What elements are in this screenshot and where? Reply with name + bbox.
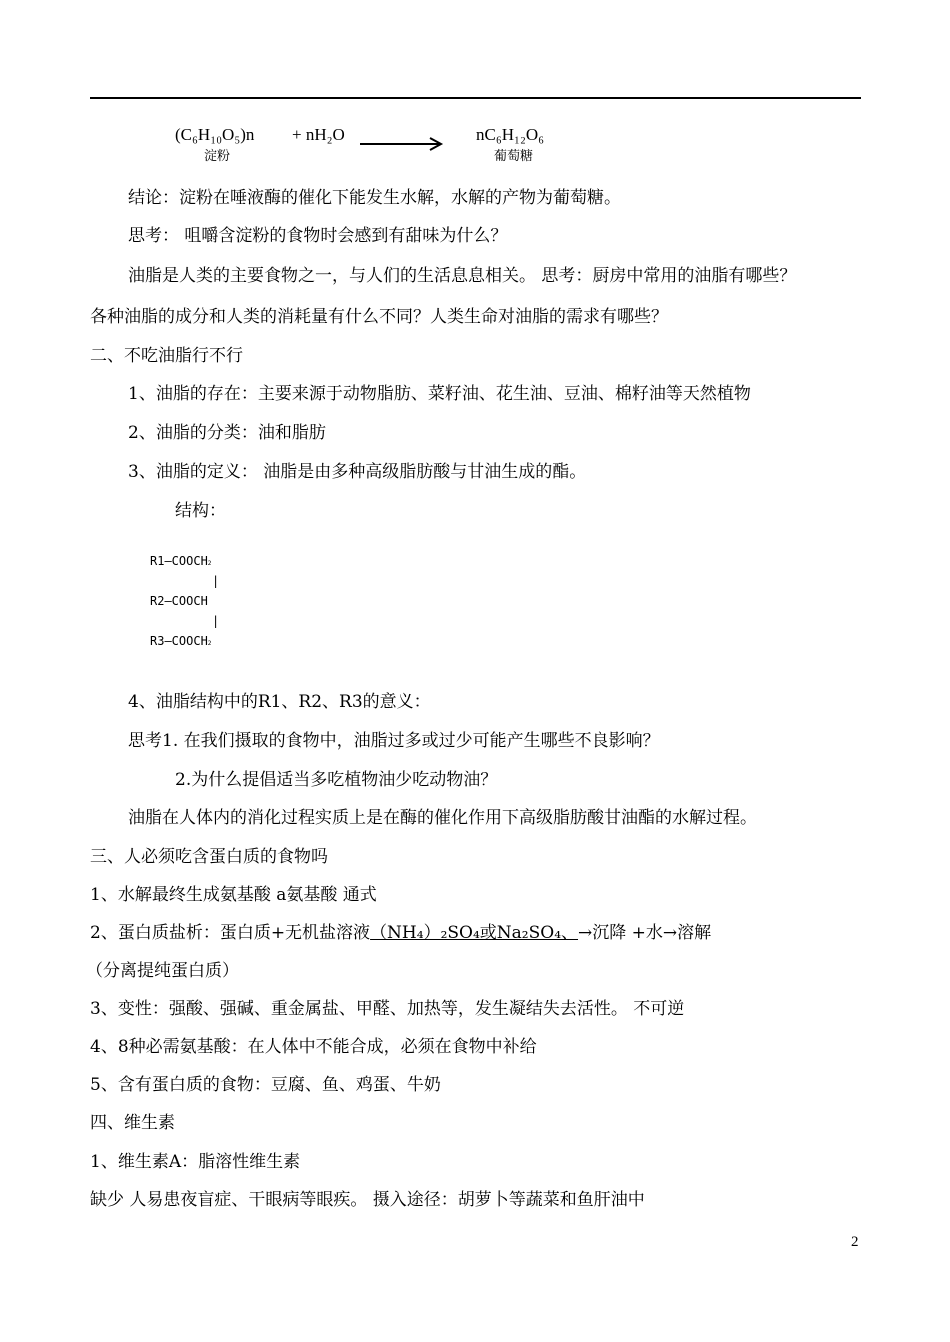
- fats-intro-continued: 各种油脂的成分和人类的消耗量有什么不同？人类生命对油脂的需求有哪些？: [90, 307, 668, 327]
- fat-item-3: 3、油脂的定义： 油脂是由多种高级脂肪酸与甘油生成的酯。: [128, 462, 587, 482]
- protein-item-5: 5、含有蛋白质的食物：豆腐、鱼、鸡蛋、牛奶: [90, 1075, 441, 1095]
- conclusion-text: 结论：淀粉在唾液酶的催化下能发生水解，水解的产物为葡萄糖。: [128, 188, 621, 208]
- structure-bond-1: |: [212, 574, 220, 588]
- fat-item-2: 2、油脂的分类：油和脂肪: [128, 423, 326, 443]
- page-number: 2: [851, 1234, 859, 1250]
- think-question-1: 思考： 咀嚼含淀粉的食物时会感到有甜味为什么？: [128, 226, 508, 246]
- protein-item-1: 1、水解最终生成氨基酸 a氨基酸 通式: [90, 885, 377, 905]
- think-fat-2: 2.为什么提倡适当多吃植物油少吃动物油？: [175, 770, 498, 790]
- vitamin-a-item: 1、维生素A：脂溶性维生素: [90, 1152, 301, 1172]
- water-term: + nH₂O: [292, 125, 345, 144]
- starch-formula: (C₆H₁₀O₅)n: [175, 125, 255, 144]
- fat-item-1: 1、油脂的存在：主要来源于动物脂肪、菜籽油、花生油、豆油、棉籽油等天然植物: [128, 384, 751, 404]
- protein-item-2-suffix: →沉降 +水→溶解: [578, 923, 712, 943]
- section-3-title: 三、人必须吃含蛋白质的食物吗: [90, 847, 328, 867]
- header-rule: [90, 97, 861, 99]
- protein-item-2-prefix: 2、蛋白质盐析：蛋白质+无机盐溶液: [90, 923, 371, 943]
- fat-item-4: 4、油脂结构中的R1、R2、R3的意义：: [128, 692, 431, 712]
- reaction-arrow-icon: [358, 136, 444, 152]
- protein-item-2-note: （分离提纯蛋白质）: [86, 961, 239, 981]
- think-fat-1: 思考1. 在我们摄取的食物中，油脂过多或过少可能产生哪些不良影响？: [128, 731, 660, 751]
- structure-row-1-text: R1—COOCH: [150, 554, 208, 568]
- structure-row-3: [150, 634, 211, 651]
- structure-row-2: R2—COOCH: [150, 594, 208, 608]
- digestion-text: 油脂在人体内的消化过程实质上是在酶的催化作用下高级脂肪酸甘油酯的水解过程。: [128, 808, 757, 828]
- section-2-title: 二、不吃油脂行不行: [90, 346, 243, 366]
- glucose-formula: nC₆H₁₂O₆: [476, 125, 545, 144]
- starch-label: 淀粉: [204, 149, 231, 164]
- structure-label: 结构：: [175, 501, 226, 521]
- section-4-title: 四、维生素: [90, 1113, 175, 1133]
- structure-bond-2: |: [212, 614, 220, 628]
- protein-item-4: 4、8种必需氨基酸：在人体中不能合成，必须在食物中补给: [90, 1037, 537, 1057]
- vitamin-a-deficiency: 缺少 人易患夜盲症、干眼病等眼疾。 摄入途径：胡萝卜等蔬菜和鱼肝油中: [90, 1190, 645, 1210]
- protein-salts: （NH₄）₂SO₄或Na₂SO₄、: [370, 923, 579, 943]
- structure-row-1-sub: 2: [207, 560, 212, 567]
- structure-row-3-text: R3—COOCH: [150, 634, 208, 648]
- protein-item-2: [90, 921, 711, 945]
- fats-intro-text: 油脂是人类的主要食物之一，与人们的生活息息相关。 思考：厨房中常用的油脂有哪些？: [128, 266, 797, 286]
- structure-row-1: [150, 554, 211, 571]
- glucose-label: 葡萄糖: [494, 149, 534, 164]
- structure-row-3-sub: 2: [207, 640, 212, 647]
- protein-item-3: 3、变性：强酸、强碱、重金属盐、甲醛、加热等，发生凝结失去活性。 不可逆: [90, 999, 685, 1019]
